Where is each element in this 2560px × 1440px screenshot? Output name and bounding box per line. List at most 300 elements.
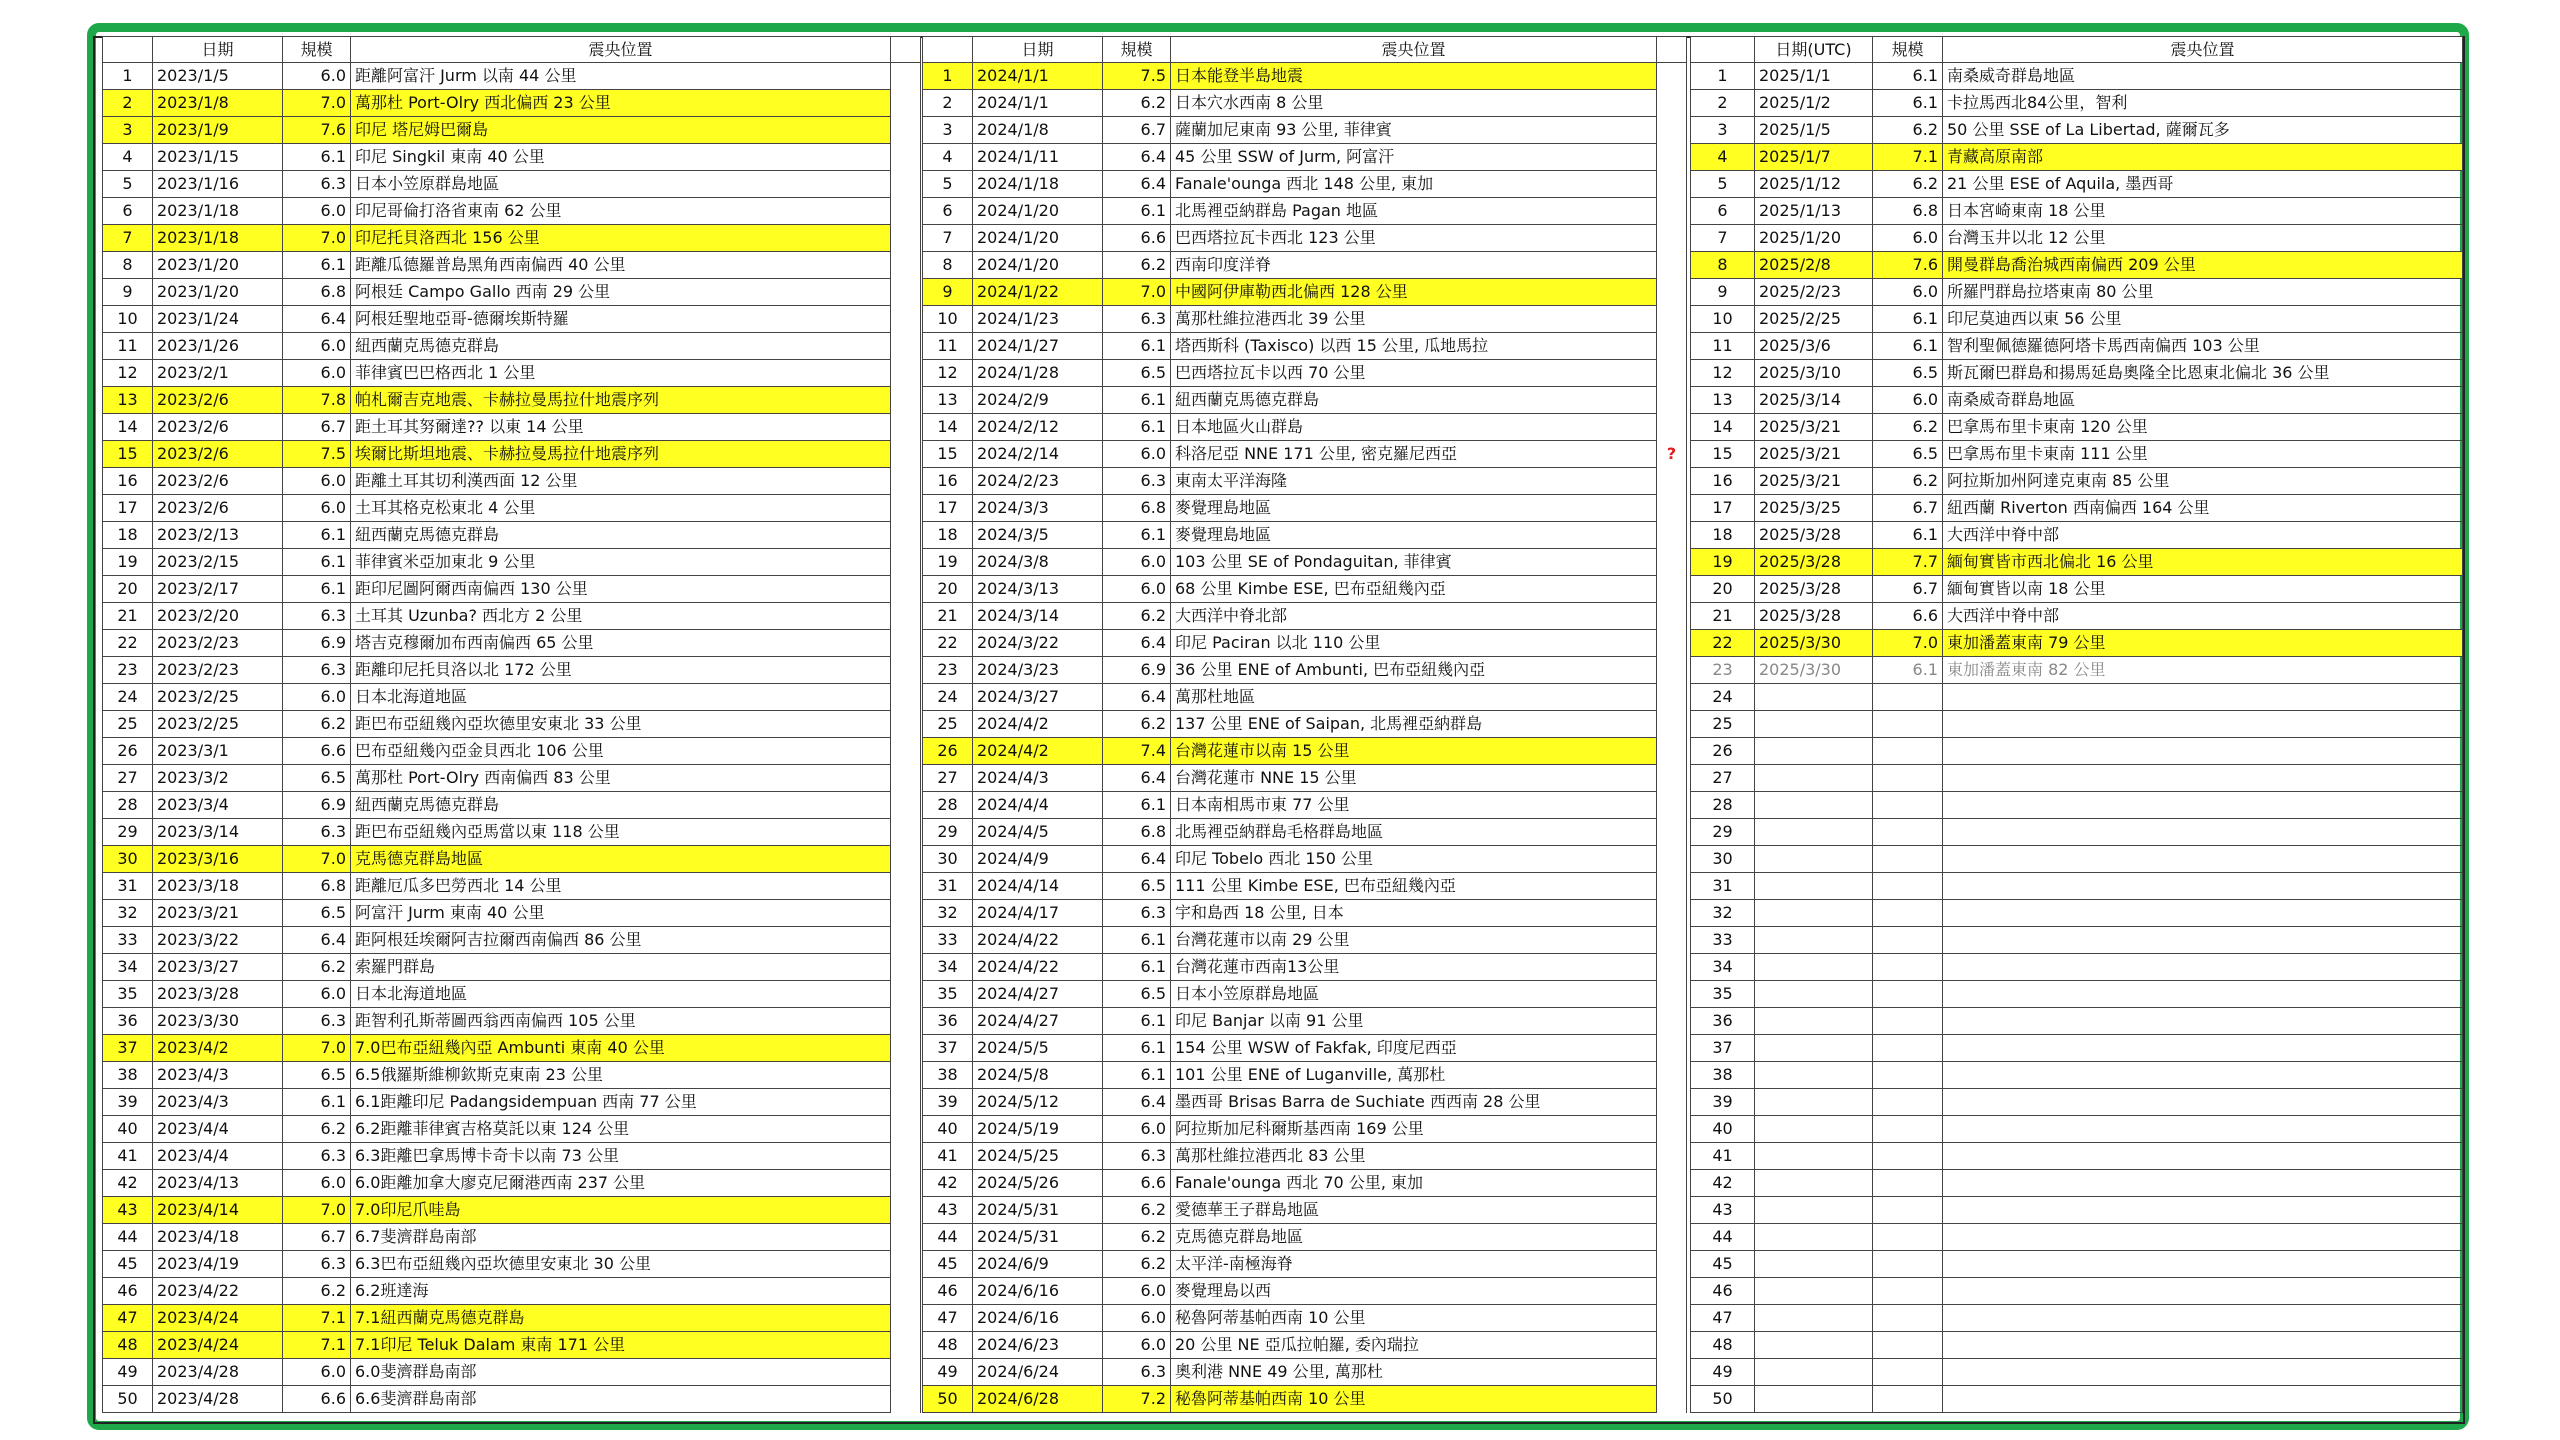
table-2025 — [1690, 36, 2463, 1413]
row-date: 2024/6/16 — [973, 1305, 1103, 1332]
gap-cell — [1657, 792, 1687, 819]
gap-cell — [1657, 225, 1687, 252]
row-index: 45 — [103, 1251, 153, 1278]
table-row — [1691, 576, 2463, 603]
row-magnitude — [1873, 1089, 1943, 1116]
row-index: 42 — [923, 1170, 973, 1197]
row-location: 距巴布亞紐幾內亞馬當以東 118 公里 — [351, 819, 891, 846]
row-date — [1755, 684, 1873, 711]
row-date — [1755, 1251, 1873, 1278]
row-date: 2024/4/17 — [973, 900, 1103, 927]
row-location: 台灣花蓮市 NNE 15 公里 — [1171, 765, 1657, 792]
row-index: 12 — [923, 360, 973, 387]
table-row — [103, 927, 921, 954]
row-index: 46 — [103, 1278, 153, 1305]
table-row — [103, 522, 921, 549]
table-row — [103, 954, 921, 981]
row-magnitude: 6.1 — [1103, 1062, 1171, 1089]
gap-cell — [891, 1143, 921, 1170]
row-index: 27 — [1691, 765, 1755, 792]
row-date: 2023/1/9 — [153, 117, 283, 144]
row-magnitude: 7.6 — [1873, 252, 1943, 279]
row-index: 39 — [923, 1089, 973, 1116]
table-row — [923, 414, 1687, 441]
row-magnitude: 6.4 — [1103, 684, 1171, 711]
gap-cell — [1657, 1224, 1687, 1251]
row-date: 2023/4/3 — [153, 1089, 283, 1116]
row-index: 5 — [1691, 171, 1755, 198]
row-location: 萬那杜地區 — [1171, 684, 1657, 711]
table-row — [1691, 198, 2463, 225]
row-index: 17 — [1691, 495, 1755, 522]
table-row — [923, 873, 1687, 900]
row-index: 36 — [1691, 1008, 1755, 1035]
row-index: 3 — [1691, 117, 1755, 144]
header-magnitude: 規模 — [283, 37, 351, 63]
row-location: 台灣花蓮市以南 15 公里 — [1171, 738, 1657, 765]
header-magnitude: 規模 — [1873, 37, 1943, 63]
row-location: 萬那杜 Port-Olry 西北偏西 23 公里 — [351, 90, 891, 117]
row-index: 43 — [923, 1197, 973, 1224]
row-location: 6.3巴布亞紐幾內亞坎德里安東北 30 公里 — [351, 1251, 891, 1278]
row-index: 35 — [923, 981, 973, 1008]
row-index: 12 — [103, 360, 153, 387]
row-index: 36 — [103, 1008, 153, 1035]
row-location: 日本小笠原群島地區 — [351, 171, 891, 198]
table-row — [923, 954, 1687, 981]
row-location: 巴西塔拉瓦卡以西 70 公里 — [1171, 360, 1657, 387]
row-index: 13 — [1691, 387, 1755, 414]
gap-cell — [1657, 981, 1687, 1008]
row-date: 2025/2/23 — [1755, 279, 1873, 306]
table-row — [103, 846, 921, 873]
row-magnitude — [1873, 1224, 1943, 1251]
row-index: 4 — [1691, 144, 1755, 171]
row-index: 27 — [103, 765, 153, 792]
row-magnitude: 6.6 — [283, 738, 351, 765]
row-index: 40 — [923, 1116, 973, 1143]
row-location: 阿富汗 Jurm 東南 40 公里 — [351, 900, 891, 927]
header-location: 震央位置 — [1171, 37, 1657, 63]
table-row — [1691, 954, 2463, 981]
gap-cell — [1657, 1170, 1687, 1197]
table-row — [1691, 1035, 2463, 1062]
row-location: 開曼群島喬治城西南偏西 209 公里 — [1943, 252, 2463, 279]
row-magnitude: 6.1 — [283, 1089, 351, 1116]
row-date: 2023/3/14 — [153, 819, 283, 846]
row-date: 2024/3/27 — [973, 684, 1103, 711]
table-row — [103, 225, 921, 252]
row-location: 大西洋中脊中部 — [1943, 522, 2463, 549]
row-magnitude — [1873, 1386, 1943, 1413]
row-magnitude: 6.0 — [283, 1359, 351, 1386]
row-magnitude: 6.2 — [1103, 1251, 1171, 1278]
row-location: 印尼 Tobelo 西北 150 公里 — [1171, 846, 1657, 873]
row-index: 46 — [1691, 1278, 1755, 1305]
row-magnitude: 7.0 — [283, 225, 351, 252]
table-row — [103, 711, 921, 738]
row-magnitude: 6.0 — [283, 198, 351, 225]
row-location — [1943, 1251, 2463, 1278]
row-location: 日本能登半島地震 — [1171, 63, 1657, 90]
row-date: 2024/4/4 — [973, 792, 1103, 819]
table-row — [1691, 441, 2463, 468]
row-date: 2023/3/21 — [153, 900, 283, 927]
row-date — [1755, 765, 1873, 792]
row-magnitude — [1873, 927, 1943, 954]
gap-cell — [891, 684, 921, 711]
row-location: 距離土耳其切利漢西面 12 公里 — [351, 468, 891, 495]
row-index: 10 — [103, 306, 153, 333]
row-date: 2023/1/26 — [153, 333, 283, 360]
row-location: 青藏高原南部 — [1943, 144, 2463, 171]
row-magnitude: 6.1 — [283, 576, 351, 603]
gap-cell — [1657, 414, 1687, 441]
row-magnitude — [1873, 765, 1943, 792]
row-date: 2024/5/5 — [973, 1035, 1103, 1062]
row-index: 37 — [1691, 1035, 1755, 1062]
table-row — [923, 1224, 1687, 1251]
row-magnitude: 6.0 — [1873, 279, 1943, 306]
row-magnitude: 6.3 — [1103, 306, 1171, 333]
table-row — [103, 738, 921, 765]
row-index: 45 — [923, 1251, 973, 1278]
row-location: 7.1紐西蘭克馬德克群島 — [351, 1305, 891, 1332]
gap-cell — [1657, 954, 1687, 981]
row-magnitude: 6.4 — [283, 927, 351, 954]
row-location — [1943, 1278, 2463, 1305]
header-magnitude: 規模 — [1103, 37, 1171, 63]
row-date — [1755, 792, 1873, 819]
row-magnitude: 6.1 — [1103, 927, 1171, 954]
row-location: 中國阿伊庫勒西北偏西 128 公里 — [1171, 279, 1657, 306]
row-date: 2023/4/22 — [153, 1278, 283, 1305]
row-index: 16 — [923, 468, 973, 495]
row-location: 印尼 Paciran 以北 110 公里 — [1171, 630, 1657, 657]
row-date: 2025/3/10 — [1755, 360, 1873, 387]
row-index: 47 — [103, 1305, 153, 1332]
row-magnitude: 6.1 — [283, 522, 351, 549]
row-magnitude: 6.4 — [1103, 144, 1171, 171]
row-magnitude: 6.1 — [1873, 63, 1943, 90]
row-magnitude — [1873, 1197, 1943, 1224]
row-date: 2024/1/8 — [973, 117, 1103, 144]
table-row — [923, 846, 1687, 873]
table-row — [103, 1386, 921, 1413]
table-row — [103, 63, 921, 90]
table-2023 — [102, 36, 921, 1413]
row-magnitude — [1873, 954, 1943, 981]
row-location: 西南印度洋脊 — [1171, 252, 1657, 279]
row-index: 31 — [923, 873, 973, 900]
gap-cell — [891, 900, 921, 927]
row-location: 麥覺理島地區 — [1171, 522, 1657, 549]
row-date: 2023/2/20 — [153, 603, 283, 630]
row-index: 49 — [1691, 1359, 1755, 1386]
table-row — [923, 1332, 1687, 1359]
row-magnitude: 6.2 — [283, 954, 351, 981]
row-index: 15 — [103, 441, 153, 468]
row-location: 智利聖佩德羅德阿塔卡馬西南偏西 103 公里 — [1943, 333, 2463, 360]
row-index: 26 — [1691, 738, 1755, 765]
row-index: 14 — [1691, 414, 1755, 441]
row-location: 紐西蘭 Riverton 西南偏西 164 公里 — [1943, 495, 2463, 522]
row-index: 31 — [1691, 873, 1755, 900]
row-index: 20 — [923, 576, 973, 603]
row-index: 3 — [103, 117, 153, 144]
table-row — [923, 198, 1687, 225]
row-location: 克馬德克群島地區 — [351, 846, 891, 873]
row-magnitude: 6.0 — [283, 468, 351, 495]
gap-cell — [891, 1197, 921, 1224]
row-index: 23 — [1691, 657, 1755, 684]
row-location: 68 公里 Kimbe ESE, 巴布亞紐幾內亞 — [1171, 576, 1657, 603]
row-index: 28 — [103, 792, 153, 819]
table-row — [923, 63, 1687, 90]
row-magnitude: 6.4 — [1103, 630, 1171, 657]
row-date: 2024/2/12 — [973, 414, 1103, 441]
row-magnitude: 6.1 — [1103, 954, 1171, 981]
row-index: 23 — [103, 657, 153, 684]
table-row — [1691, 1251, 2463, 1278]
row-magnitude: 6.1 — [1103, 522, 1171, 549]
row-date — [1755, 1089, 1873, 1116]
row-location: 距離厄瓜多巴勞西北 14 公里 — [351, 873, 891, 900]
gap-cell — [891, 792, 921, 819]
table-row — [1691, 117, 2463, 144]
gap-cell — [1657, 441, 1687, 468]
row-index: 10 — [923, 306, 973, 333]
row-location: 6.1距離印尼 Padangsidempuan 西南 77 公里 — [351, 1089, 891, 1116]
gap-cell — [891, 1170, 921, 1197]
row-magnitude: 6.1 — [1873, 90, 1943, 117]
table-row — [923, 306, 1687, 333]
row-date: 2023/1/18 — [153, 225, 283, 252]
table-row — [1691, 1008, 2463, 1035]
row-index: 13 — [923, 387, 973, 414]
row-date: 2024/4/22 — [973, 954, 1103, 981]
row-date: 2024/6/16 — [973, 1278, 1103, 1305]
table-row — [103, 603, 921, 630]
row-date: 2024/3/23 — [973, 657, 1103, 684]
row-location: 塔西斯科 (Taxisco) 以西 15 公里, 瓜地馬拉 — [1171, 333, 1657, 360]
gap-cell — [1657, 117, 1687, 144]
row-index: 2 — [1691, 90, 1755, 117]
row-date: 2023/3/27 — [153, 954, 283, 981]
table-row — [1691, 1224, 2463, 1251]
row-magnitude: 6.3 — [1103, 1143, 1171, 1170]
table-row — [923, 441, 1687, 468]
row-date: 2025/3/30 — [1755, 657, 1873, 684]
row-magnitude: 6.4 — [1103, 846, 1171, 873]
row-location: 6.0斐濟群島南部 — [351, 1359, 891, 1386]
gap-cell — [891, 927, 921, 954]
row-index: 35 — [1691, 981, 1755, 1008]
row-date — [1755, 819, 1873, 846]
row-magnitude: 6.1 — [1103, 1035, 1171, 1062]
table-row — [923, 657, 1687, 684]
row-index: 6 — [103, 198, 153, 225]
row-magnitude: 6.5 — [1103, 981, 1171, 1008]
row-date: 2023/1/18 — [153, 198, 283, 225]
row-index: 2 — [923, 90, 973, 117]
row-index: 2 — [103, 90, 153, 117]
row-date: 2024/6/24 — [973, 1359, 1103, 1386]
row-date: 2025/1/1 — [1755, 63, 1873, 90]
row-location — [1943, 927, 2463, 954]
row-index: 32 — [1691, 900, 1755, 927]
row-location: 日本南相馬市東 77 公里 — [1171, 792, 1657, 819]
gap-cell — [891, 1008, 921, 1035]
row-date: 2025/3/21 — [1755, 468, 1873, 495]
table-row — [923, 1170, 1687, 1197]
row-location: 萬那杜 Port-Olry 西南偏西 83 公里 — [351, 765, 891, 792]
table-row — [103, 1305, 921, 1332]
row-index: 50 — [923, 1386, 973, 1413]
table-row — [103, 414, 921, 441]
row-location: 7.1印尼 Teluk Dalam 東南 171 公里 — [351, 1332, 891, 1359]
row-index: 8 — [923, 252, 973, 279]
row-index: 35 — [103, 981, 153, 1008]
row-magnitude: 6.0 — [1103, 576, 1171, 603]
row-location — [1943, 873, 2463, 900]
row-index: 6 — [1691, 198, 1755, 225]
row-location: 埃爾比斯坦地震、卡赫拉曼馬拉什地震序列 — [351, 441, 891, 468]
row-magnitude: 6.3 — [1103, 468, 1171, 495]
row-location — [1943, 1116, 2463, 1143]
table-row — [1691, 144, 2463, 171]
header-row — [1691, 37, 2463, 63]
row-magnitude: 6.0 — [1103, 1305, 1171, 1332]
row-magnitude — [1873, 1143, 1943, 1170]
row-location: 阿根廷聖地亞哥-德爾埃斯特羅 — [351, 306, 891, 333]
row-location: 45 公里 SSW of Jurm, 阿富汗 — [1171, 144, 1657, 171]
row-location — [1943, 792, 2463, 819]
header-index — [923, 37, 973, 63]
row-magnitude: 6.3 — [283, 1251, 351, 1278]
row-index: 5 — [923, 171, 973, 198]
row-magnitude: 6.6 — [283, 1386, 351, 1413]
row-location: 日本宮崎東南 18 公里 — [1943, 198, 2463, 225]
table-row — [923, 144, 1687, 171]
row-date: 2024/1/20 — [973, 252, 1103, 279]
gap-cell — [891, 387, 921, 414]
row-date: 2024/1/1 — [973, 63, 1103, 90]
gap-cell — [1657, 927, 1687, 954]
row-magnitude: 6.8 — [283, 279, 351, 306]
gap-cell — [1657, 1089, 1687, 1116]
table-row — [103, 630, 921, 657]
row-date — [1755, 1116, 1873, 1143]
row-date: 2024/5/26 — [973, 1170, 1103, 1197]
row-magnitude: 7.1 — [283, 1332, 351, 1359]
row-date: 2024/5/25 — [973, 1143, 1103, 1170]
gap-cell — [1657, 1332, 1687, 1359]
row-location: 秘魯阿蒂基帕西南 10 公里 — [1171, 1305, 1657, 1332]
table-row — [103, 819, 921, 846]
table-row — [103, 1197, 921, 1224]
table-row — [103, 1251, 921, 1278]
row-magnitude: 6.2 — [1873, 171, 1943, 198]
row-location: 奧利港 NNE 49 公里, 萬那杜 — [1171, 1359, 1657, 1386]
row-magnitude: 6.1 — [1103, 792, 1171, 819]
row-index: 21 — [923, 603, 973, 630]
table-row — [1691, 252, 2463, 279]
row-date: 2024/1/20 — [973, 225, 1103, 252]
row-location: 麥覺理島以西 — [1171, 1278, 1657, 1305]
gap-cell — [891, 90, 921, 117]
row-date: 2024/2/9 — [973, 387, 1103, 414]
row-index: 18 — [103, 522, 153, 549]
gap-cell — [891, 279, 921, 306]
row-magnitude: 6.1 — [283, 549, 351, 576]
row-location — [1943, 1008, 2463, 1035]
gap-cell — [1657, 1278, 1687, 1305]
table-row — [923, 819, 1687, 846]
table-row — [103, 279, 921, 306]
row-date — [1755, 1224, 1873, 1251]
gap-cell — [891, 1089, 921, 1116]
row-date: 2024/1/28 — [973, 360, 1103, 387]
gap-cell — [1657, 333, 1687, 360]
row-magnitude: 6.0 — [283, 360, 351, 387]
row-magnitude: 6.4 — [1103, 171, 1171, 198]
row-date: 2025/1/13 — [1755, 198, 1873, 225]
row-magnitude: 6.2 — [1103, 1197, 1171, 1224]
table-row — [923, 981, 1687, 1008]
header-date: 日期 — [153, 37, 283, 63]
row-magnitude: 6.8 — [1103, 819, 1171, 846]
row-location: 所羅門群島拉塔東南 80 公里 — [1943, 279, 2463, 306]
row-magnitude: 6.7 — [1873, 576, 1943, 603]
row-date: 2023/2/6 — [153, 468, 283, 495]
row-date — [1755, 1170, 1873, 1197]
row-magnitude: 6.2 — [1103, 252, 1171, 279]
table-row — [1691, 333, 2463, 360]
row-index: 19 — [923, 549, 973, 576]
table-row — [103, 360, 921, 387]
row-index: 47 — [923, 1305, 973, 1332]
row-location: 緬甸實皆以南 18 公里 — [1943, 576, 2463, 603]
row-magnitude: 6.2 — [283, 1116, 351, 1143]
row-magnitude: 6.7 — [1103, 117, 1171, 144]
row-index: 17 — [103, 495, 153, 522]
gap-cell — [891, 252, 921, 279]
row-magnitude: 6.2 — [1873, 117, 1943, 144]
gap-cell — [891, 1224, 921, 1251]
gap-cell — [1657, 1008, 1687, 1035]
table-row — [103, 765, 921, 792]
gap-cell — [891, 603, 921, 630]
row-date: 2024/3/8 — [973, 549, 1103, 576]
table-row — [1691, 657, 2463, 684]
row-location: 宇和島西 18 公里, 日本 — [1171, 900, 1657, 927]
table-row — [1691, 765, 2463, 792]
row-index: 29 — [923, 819, 973, 846]
row-magnitude — [1873, 846, 1943, 873]
row-magnitude: 6.9 — [283, 792, 351, 819]
row-index: 43 — [103, 1197, 153, 1224]
row-magnitude: 6.2 — [1103, 603, 1171, 630]
table-row — [923, 1062, 1687, 1089]
row-date: 2025/3/6 — [1755, 333, 1873, 360]
row-magnitude: 6.1 — [1103, 198, 1171, 225]
row-location: 土耳其 Uzunba? 西北方 2 公里 — [351, 603, 891, 630]
row-magnitude: 6.0 — [1103, 549, 1171, 576]
row-index: 22 — [103, 630, 153, 657]
row-magnitude — [1873, 1116, 1943, 1143]
row-magnitude: 6.1 — [1103, 1008, 1171, 1035]
